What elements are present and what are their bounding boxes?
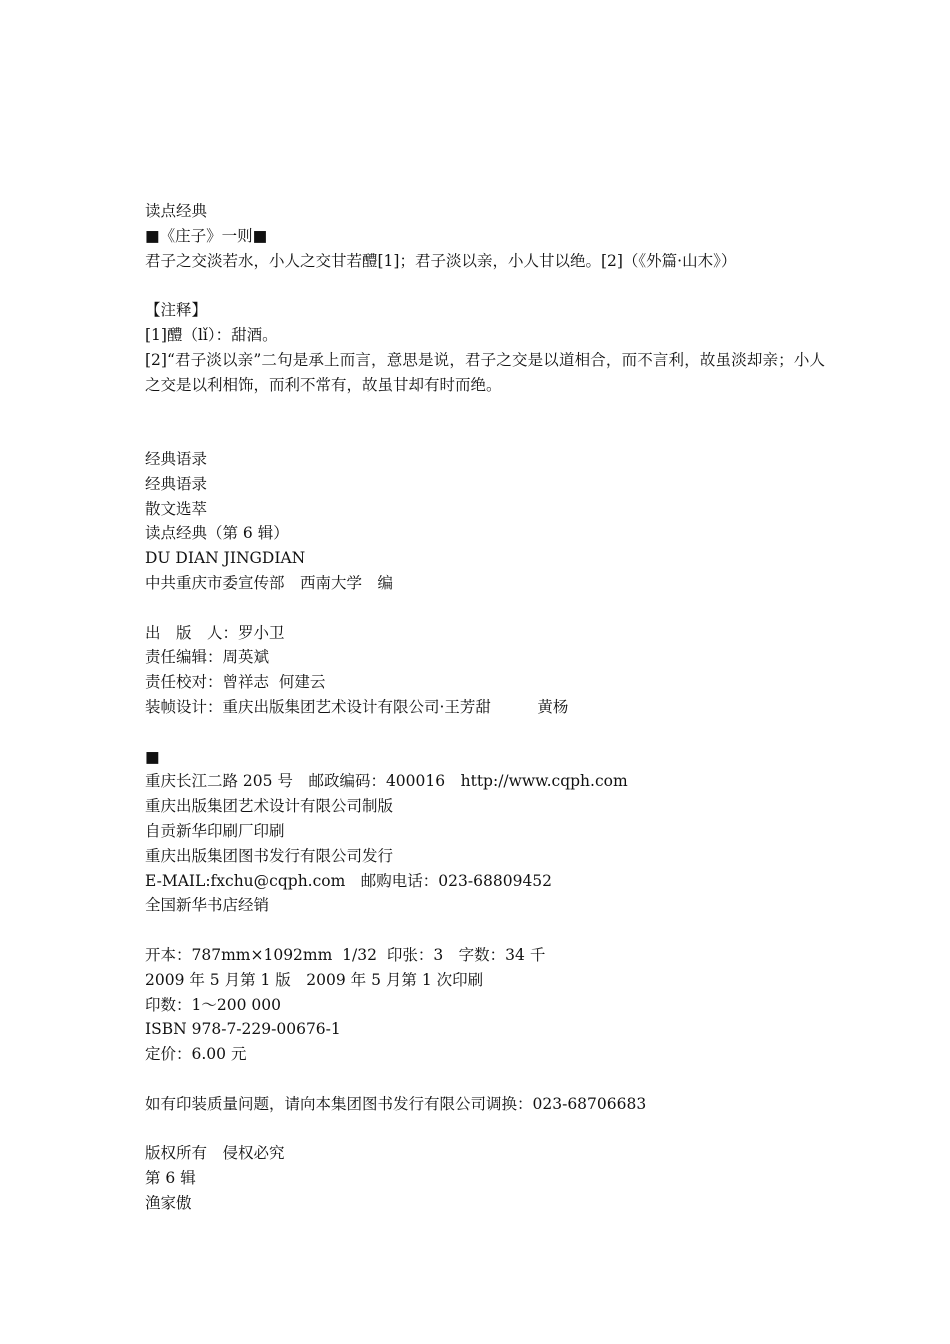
plate-making-line: 重庆出版集团艺术设计有限公司制版 bbox=[145, 797, 394, 816]
colophon-line: 经典语录 bbox=[145, 474, 208, 493]
book-title-pinyin: DU DIAN JINGDIAN bbox=[145, 549, 306, 568]
colophon-line: 经典语录 bbox=[145, 449, 208, 468]
format-line: 开本：787mm×1092mm 1/32 印张：3 字数：34 千 bbox=[145, 945, 546, 964]
edition-line: 2009 年 5 月第 1 版 2009 年 5 月第 1 次印刷 bbox=[145, 970, 484, 989]
price-line: 定价：6.00 元 bbox=[145, 1045, 247, 1064]
section-title: 读点经典 bbox=[145, 202, 208, 220]
note-2: [2]“君子淡以亲”二句是承上而言，意思是说，君子之交是以道相合，而不言利，故虽淡却亲；小人之交是以利相饰，而利不常有，故虽甘却有时而绝。 bbox=[145, 350, 825, 394]
note-1: [1]醴（lǐ）：甜酒。 bbox=[145, 325, 278, 344]
proofreader-line: 责任校对：曾祥志 何建云 bbox=[145, 673, 326, 692]
distribution-line: 重庆出版集团图书发行有限公司发行 bbox=[145, 846, 394, 865]
publisher-line: 出 版 人：罗小卫 bbox=[145, 623, 285, 642]
quality-notice: 如有印装质量问题，请向本集团图书发行有限公司调换：023-68706683 bbox=[145, 1094, 647, 1113]
address-line: 重庆长江二路 205 号 邮政编码：400016 http://www.cqph.com bbox=[145, 772, 628, 791]
copyright-line: 版权所有 侵权必究 bbox=[145, 1144, 285, 1163]
square-marker: ■ bbox=[145, 747, 160, 766]
printing-line: 自贡新华印刷厂印刷 bbox=[145, 821, 285, 840]
editor-in-charge-line: 责任编辑：周英斌 bbox=[145, 648, 270, 667]
excerpt-heading: ■《庄子》一则■ bbox=[145, 226, 268, 245]
excerpt-text: 君子之交淡若水，小人之交甘若醴[1]；君子淡以亲，小人甘以绝。[2]（《外篇·山木》） bbox=[145, 251, 737, 270]
book-title: 读点经典（第 6 辑） bbox=[145, 524, 289, 543]
editor-line: 中共重庆市委宣传部 西南大学 编 bbox=[145, 573, 394, 592]
isbn-line: ISBN 978-7-229-00676-1 bbox=[145, 1020, 341, 1039]
seller-line: 全国新华书店经销 bbox=[145, 896, 270, 915]
document-page bbox=[145, 199, 825, 1216]
colophon-line: 散文选萃 bbox=[145, 499, 208, 518]
poem-title: 渔家傲 bbox=[145, 1193, 192, 1212]
volume-line: 第 6 辑 bbox=[145, 1169, 196, 1188]
print-run-line: 印数：1～200 000 bbox=[145, 995, 281, 1014]
designer-line: 装帧设计：重庆出版集团艺术设计有限公司·王芳甜 黄杨 bbox=[145, 697, 569, 716]
contact-line: E-MAIL:fxchu@cqph.com 邮购电话：023-68809452 bbox=[145, 871, 553, 890]
notes-title: 【注释】 bbox=[145, 301, 208, 320]
